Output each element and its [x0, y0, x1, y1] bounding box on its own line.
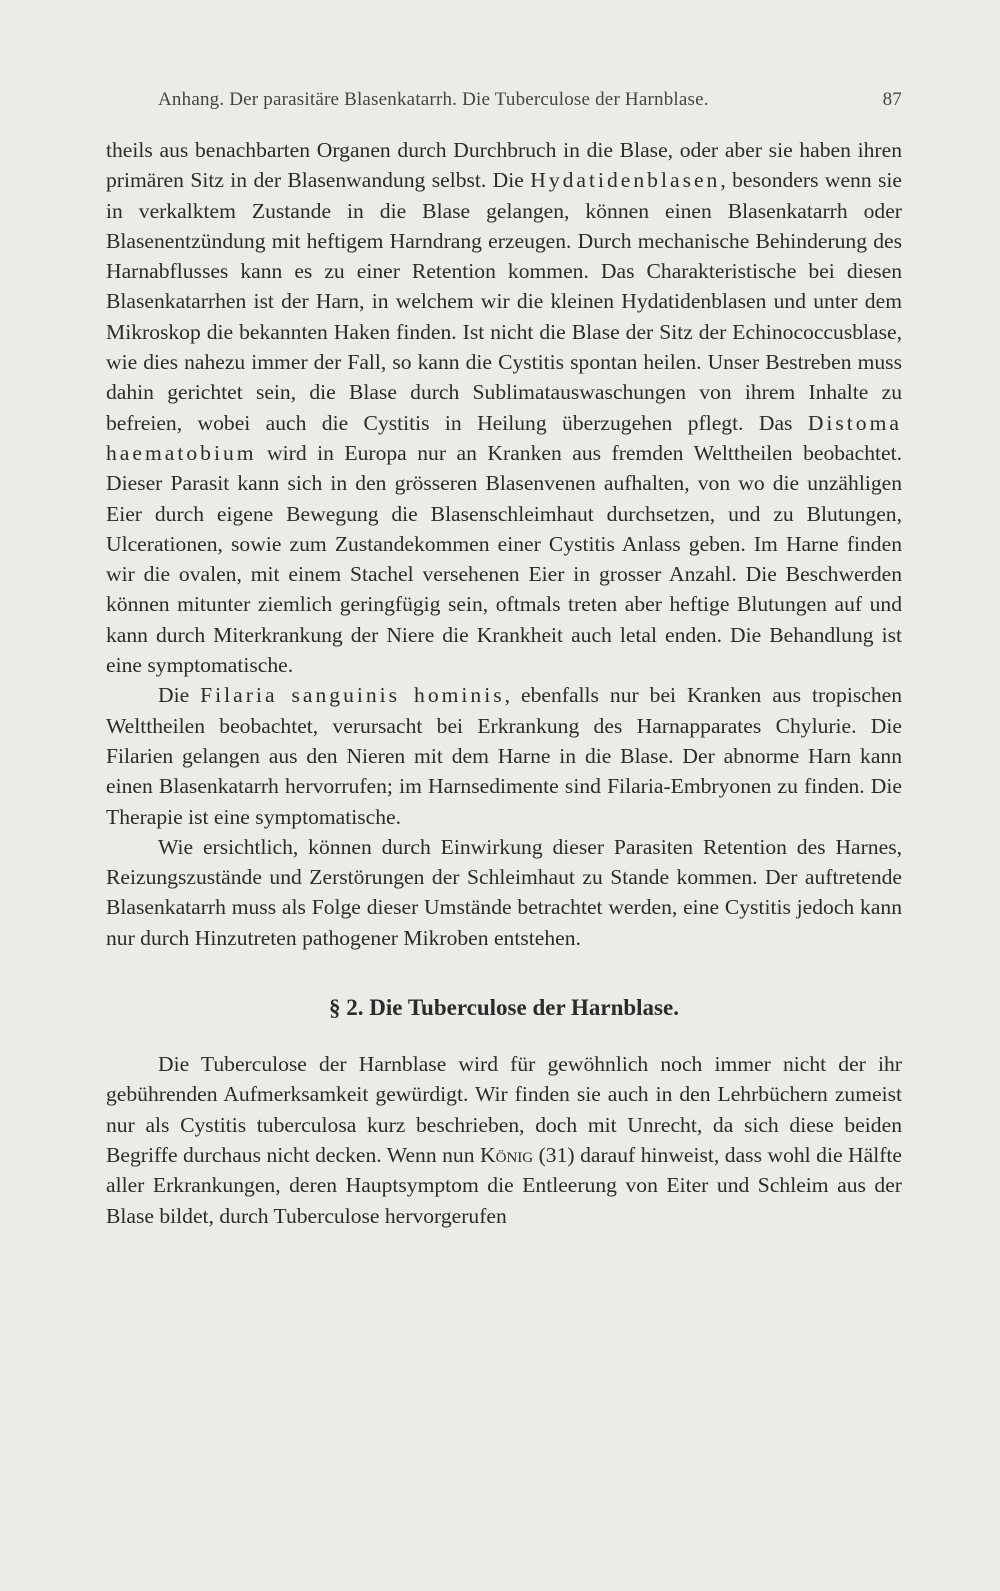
emphasis-distoma: Distoma haematobium — [106, 410, 902, 465]
emphasis-hydatidenblasen: Hydatidenblasen — [530, 168, 721, 193]
text-run: Die — [158, 683, 201, 708]
text-run: , ebenfalls nur bei Kranken aus tropischen Welttheilen beobachtet, verursacht bei Erkrankung des Harnapparates Chylurie. Die Filarien gelangen aus den Nieren mit dem Harne in die Blase. Der abnorme Harn kann einen Blasenkatarrh hervorrufen; im Harnsedimente sind Filaria-Embryonen zu finden. Die Therapie ist eine symptomatische. — [106, 683, 902, 829]
paragraph-summary: Wie ersichtlich, können durch Einwirkung dieser Parasiten Retention des Harnes, Reizungszustände und Zerstörungen der Schleimhaut zu Stande kommen. Der auftretende Blasenkatarrh muss als Folge dieser Umstände betrachtet werden, eine Cystitis jedoch kann nur durch Hinzutreten pathogener Mikroben entstehen. — [106, 834, 902, 950]
author-koenig: König — [480, 1142, 534, 1167]
paragraph-filaria — [106, 680, 902, 831]
running-title: Anhang. Der parasitäre Blasenkatarrh. Die Tuberculose der Harnblase. — [158, 89, 709, 110]
section-heading — [106, 992, 902, 1024]
paragraph-tuberculose — [106, 1049, 902, 1231]
text-run: wird in Europa nur an Kranken aus fremden Welttheilen beobachtet. Dieser Parasit kann sich in den grösseren Blasenvenen aufhalten, von wo die unzähligen Eier durch eigene Bewegung die Blasenschleimhaut durchsetzen, und zu Blutungen, Ulcerationen, sowie zum Zustandekommen einer Cystitis Anlass geben. Im Harne finden wir die ovalen, mit einem Stachel versehenen Eier in grosser Anzahl. Die Beschwerden können mitunter ziemlich geringfügig sein, oftmals treten aber heftige Blutungen auf und kann durch Miterkrankung der Niere die Krankheit auch letal enden. Die Behandlung ist eine symptomatische. — [106, 440, 902, 678]
running-head — [158, 86, 902, 114]
emphasis-filaria: Filaria sanguinis hominis — [200, 683, 505, 708]
text-run: (31) darauf hinweist, dass wohl die Hälfte aller Erkrankungen, deren Hauptsymptom die Entleerung von Eiter und Schleim aus der Blase bildet, durch Tuberculose hervorgerufen — [106, 1142, 902, 1228]
text-run: theils aus benachbarten Organen durch Durchbruch in die Blase, oder aber sie haben ihren primären Sitz in der Blasenwandung selbst. Die — [106, 138, 902, 193]
page-body — [106, 135, 902, 1231]
section-number: § 2. — [329, 995, 364, 1021]
text-run: , besonders wenn sie in verkalktem Zustande in die Blase gelangen, können einen Blasenkatarrh oder Blasenentzündung mit heftigem Harndrang erzeugen. Durch mechanische Behinderung des Harnabflusses kann es zu einer Retention kommen. Das Charakteristische bei diesen Blasenkatarrhen ist der Harn, in welchem wir die kleinen Hydatidenblasen und unter dem Mikroskop die bekannten Haken finden. Ist nicht die Blase der Sitz der Echinococcusblase, wie dies nahezu immer der Fall, so kann die Cystitis spontan heilen. Unser Bestreben muss dahin gerichtet sein, die Blase durch Sublimatauswaschungen von ihrem Inhalte zu befreien, wobei auch die Cystitis in Heilung überzugehen pflegt. Das — [106, 168, 902, 435]
page-number: 87 — [882, 89, 902, 110]
section-title: Die Tuberculose der Harnblase. — [369, 995, 679, 1021]
text-run: Die Tuberculose der Harnblase wird für gewöhnlich noch immer nicht der ihr gebührenden Aufmerksamkeit gewürdigt. Wir finden sie auch in den Lehrbüchern zumeist nur als Cystitis tuberculosa kurz beschrieben, doch mit Unrecht, da sich diese beiden Begriffe durchaus nicht decken. Wenn nun — [106, 1052, 902, 1167]
paragraph-parasites — [106, 135, 902, 680]
